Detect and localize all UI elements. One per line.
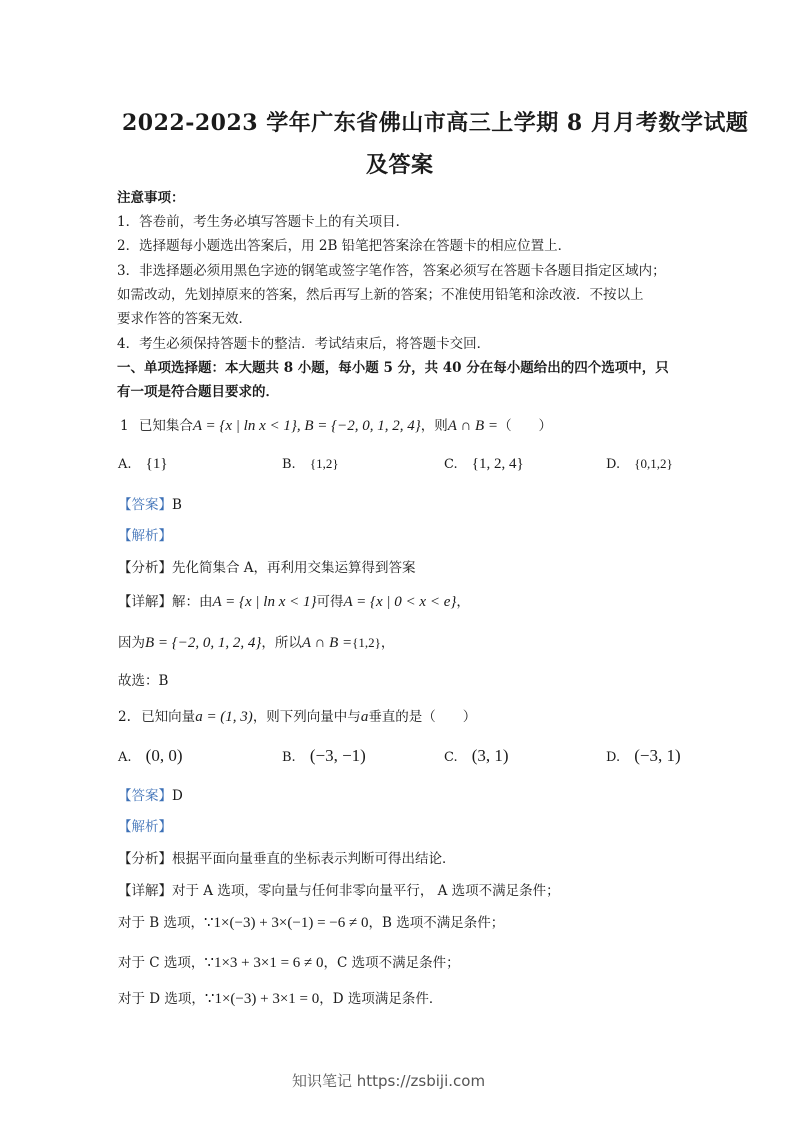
option-value: {1} xyxy=(145,456,168,472)
q1-option-c xyxy=(444,456,524,473)
option-label: B. xyxy=(282,457,296,472)
q1-paren: （ ） xyxy=(498,418,553,434)
line-post: ，D 选项满足条件． xyxy=(319,991,443,1007)
because-math: B = {−2, 0, 1, 2, 4} xyxy=(145,635,262,651)
q2-option-b xyxy=(282,746,366,766)
q1-analysis xyxy=(118,556,416,576)
option-label: C. xyxy=(444,750,458,765)
q1-jiexi-tag: 【解析】 xyxy=(118,528,172,544)
notice-item: 4．考生必须保持答题卡的整洁．考试结束后，将答题卡交回． xyxy=(117,336,491,352)
q1-answer xyxy=(118,493,182,513)
q1-stem-pre: 已知集合 xyxy=(138,418,193,434)
option-value: (0, 0) xyxy=(145,746,183,765)
analysis-text: 先化简集合 A，再利用交集运算得到答案 xyxy=(172,560,416,576)
q2-stem xyxy=(118,705,476,726)
option-value: (−3, 1) xyxy=(634,746,681,765)
line-math: ∵1×3 + 3×1 = 6 ≠ 0 xyxy=(204,955,324,971)
line-post: ，B 选项不满足条件； xyxy=(368,915,505,931)
q2-stem-pre: 已知向量 xyxy=(141,709,196,725)
q1-stem xyxy=(120,414,552,435)
option-value: {1,2} xyxy=(309,456,339,471)
q2-option-a xyxy=(118,746,183,766)
detail-tag: 【详解】 xyxy=(118,594,172,610)
option-label: D. xyxy=(606,457,621,472)
q1-stem-math2: A ∩ B = xyxy=(447,418,499,434)
q2-line-b xyxy=(118,911,504,932)
detail-text: 解：由 xyxy=(172,594,213,610)
option-label: D. xyxy=(606,750,621,765)
detail-math: A = {x | ln x < 1} xyxy=(212,594,317,610)
q2-stem-post: 垂直的是（ ） xyxy=(368,709,477,725)
analysis-tag: 【分析】 xyxy=(118,560,172,576)
notice-item: 2．选择题每小题选出答案后，用 2B 铅笔把答案涂在答题卡的相应位置上． xyxy=(117,238,572,254)
option-label: A. xyxy=(118,750,132,765)
answer-value: D xyxy=(172,788,183,804)
detail-text: 对于 A 选项，零向量与任何非零向量平行， A 选项不满足条件； xyxy=(172,883,560,899)
q2-number: 2. xyxy=(118,709,131,725)
detail-text: 可得 xyxy=(316,594,344,610)
q1-stem-math: A = {x | ln x < 1}, B = {−2, 0, 1, 2, 4} xyxy=(192,418,421,434)
q1-conclusion: 故选：B xyxy=(118,673,169,689)
q1-number: 1 xyxy=(120,418,129,434)
notice-heading: 注意事项： xyxy=(117,190,185,206)
q1-option-b xyxy=(282,456,339,472)
analysis-text: 根据平面向量垂直的坐标表示判断可得出结论． xyxy=(172,851,456,867)
q2-option-c xyxy=(444,746,509,766)
because-text: ，所以 xyxy=(261,635,302,651)
q2-stem-mid: ，则下列向量中与 xyxy=(252,709,361,725)
option-value: {0,1,2} xyxy=(634,456,673,471)
line-pre: 对于 D 选项， xyxy=(118,991,205,1007)
section-heading-line1: 一、单项选择题：本大题共 8 小题，每小题 5 分，共 40 分在每小题给出的四个选项中，只 xyxy=(117,360,669,376)
q2-analysis xyxy=(118,847,456,867)
notice-item: 3．非选择题必须用黑色字迹的钢笔或签字笔作答，答案必须写在答题卡各题目指定区域内； xyxy=(117,263,666,279)
option-value: {1, 2, 4} xyxy=(471,456,524,472)
option-value: (3, 1) xyxy=(471,746,509,765)
option-label: B. xyxy=(282,750,296,765)
q1-stem-post: ，则 xyxy=(420,418,448,434)
q2-option-d xyxy=(606,746,681,766)
answer-value: B xyxy=(172,497,182,513)
option-label: A. xyxy=(118,457,132,472)
q1-option-d xyxy=(606,456,673,472)
notice-item: 1．答卷前，考生务必填写答题卡上的有关项目． xyxy=(117,214,410,230)
answer-tag: 【答案】 xyxy=(118,497,172,513)
q1-option-a xyxy=(118,456,168,473)
section-heading-line2: 有一项是符合题目要求的． xyxy=(117,384,279,400)
q2-detail xyxy=(118,879,560,899)
q1-detail xyxy=(118,590,470,611)
doc-title-line1: 2022-2023 学年广东省佛山市高三上学期 8 月月考数学试题 xyxy=(122,110,749,136)
because-text: 因为 xyxy=(118,635,145,651)
q2-line-d xyxy=(118,987,442,1008)
q2-jiexi-tag: 【解析】 xyxy=(118,819,172,835)
q2-stem-math: a = (1, 3) xyxy=(195,709,253,725)
detail-math: A = {x | 0 < x < e} xyxy=(343,594,457,610)
answer-tag: 【答案】 xyxy=(118,788,172,804)
doc-title-line2: 及答案 xyxy=(366,152,434,178)
analysis-tag: 【分析】 xyxy=(118,851,172,867)
option-value: (−3, −1) xyxy=(309,746,366,765)
detail-tag: 【详解】 xyxy=(118,883,172,899)
notice-item: 要求作答的答案无效． xyxy=(117,311,252,327)
because-math: A ∩ B = xyxy=(301,635,353,651)
notice-item: 如需改动，先划掉原来的答案，然后再写上新的答案；不准使用铅笔和涂改液．不按以上 xyxy=(117,287,644,303)
q2-stem-vec: a xyxy=(360,709,369,725)
detail-text: ， xyxy=(456,594,470,610)
because-text: ， xyxy=(380,635,395,651)
line-pre: 对于 B 选项， xyxy=(118,915,205,931)
footer-watermark: 知识笔记 https://zsbiji.com xyxy=(292,1072,486,1090)
line-math: ∵1×(−3) + 3×(−1) = −6 ≠ 0 xyxy=(204,915,369,931)
line-pre: 对于 C 选项， xyxy=(118,955,205,971)
q2-line-c xyxy=(118,951,460,972)
q2-answer xyxy=(118,784,183,804)
because-value: {1,2} xyxy=(352,635,381,650)
q1-because xyxy=(118,631,394,652)
line-math: ∵1×(−3) + 3×1 = 0 xyxy=(204,991,320,1007)
line-post: ，C 选项不满足条件； xyxy=(323,955,460,971)
option-label: C. xyxy=(444,457,458,472)
